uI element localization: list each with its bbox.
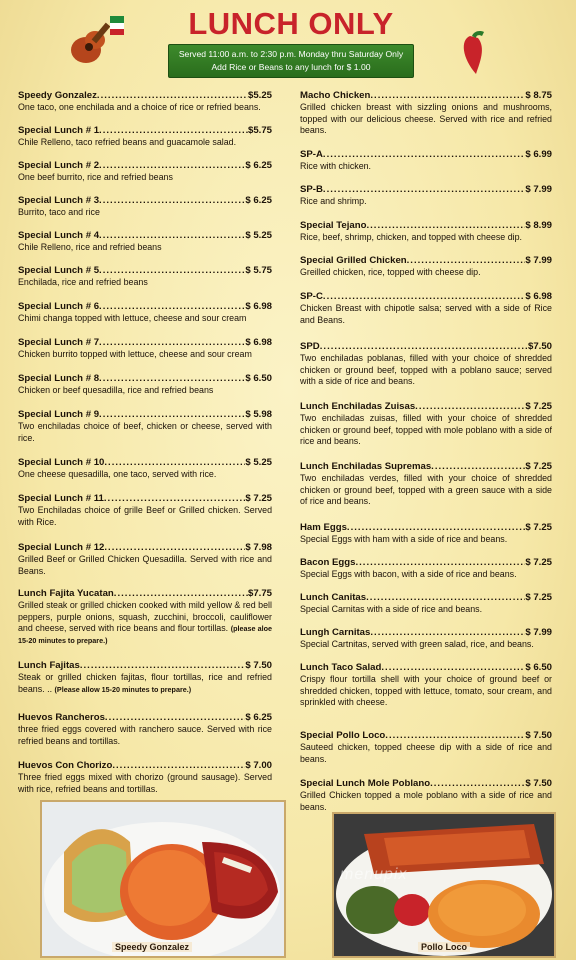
menu-item-description-text: three fried eggs covered with ranchero sauce. Served with rice refried beans and tortillas. <box>18 724 272 746</box>
menu-item-description-text: Grilled steak or grilled chicken cooked with mild yellow & red bell peppers, purple onions, squash, zucchini, broccoli, cauliflower and cheese, served with rice beans and flour tortillas. <box>18 600 272 633</box>
menu-item-price: $7.75 <box>247 588 272 599</box>
menu-item <box>18 588 272 646</box>
menu-item-description-text: Steak or grilled chicken fajitas, flour tortillas, rice and refried beans. .. <box>18 672 272 694</box>
menu-item-price: $ 5.25 <box>245 457 272 468</box>
menu-item-description <box>18 772 272 795</box>
menu-item-price: $ 6.25 <box>245 712 272 723</box>
menu-item-name: Special Pollo Loco <box>300 730 386 741</box>
menu-item-description <box>300 534 552 546</box>
menu-item-description <box>18 421 272 444</box>
menu-item-note: (Please allow 15-20 minutes to prepare.) <box>54 684 192 694</box>
menu-item-price: $ 6.50 <box>245 373 272 384</box>
menu-item-description-text: Rice, beef, shrimp, chicken, and topped with cheese dip. <box>300 232 523 242</box>
dot-leader <box>430 778 525 790</box>
menu-item-description-text: Two Enchiladas choice of grille Beef or Grilled chicken. Served with Rice. <box>18 505 272 527</box>
dot-leader <box>385 730 525 742</box>
menu-item-description-text: Rice with chicken. <box>300 161 372 171</box>
menu-item-name: Lunch Taco Salad <box>300 662 382 673</box>
menu-item-description <box>18 172 272 184</box>
menu-item-price: $ 8.75 <box>525 90 552 101</box>
menu-item-description-text: Two enchiladas verdes, filled with your choice of shredded chicken or ground beef, topped with a green sauce with a side of rice and beans. <box>300 473 552 506</box>
menu-item <box>300 184 552 208</box>
menu-item <box>300 627 552 651</box>
banner-hours-text: Served 11:00 a.m. to 2:30 p.m. Monday thru Saturday Only <box>178 49 404 59</box>
menu-item-description-text: Special Eggs with ham with a side of rice and beans. <box>300 534 508 544</box>
menu-item-price: $ 7.99 <box>525 627 552 638</box>
menu-item <box>300 291 552 326</box>
menu-item-description <box>18 242 272 254</box>
menu-item-price: $ 6.98 <box>525 291 552 302</box>
menu-item-price: $ 7.25 <box>525 592 552 603</box>
dot-leader <box>104 542 245 554</box>
dot-leader <box>99 265 245 277</box>
menu-item <box>18 195 272 219</box>
menu-item <box>18 760 272 795</box>
menu-item-description-text: Greilled chicken, rice, topped with cheese dip. <box>300 267 481 277</box>
menu-item <box>18 160 272 184</box>
menu-item-name: Lunch Enchiladas Supremas <box>300 461 432 472</box>
photo-caption: Pollo Loco <box>418 942 470 952</box>
menu-item-description-text: Special Cartnitas, served with green salad, rice, and beans. <box>300 639 534 649</box>
menu-item <box>18 90 272 114</box>
menu-item-description <box>300 604 552 616</box>
menu-item-name: SP-C <box>300 291 323 302</box>
dot-leader <box>99 409 245 421</box>
dot-leader <box>99 195 245 207</box>
dot-leader <box>370 90 525 102</box>
menu-item-name: Special Lunch # 1 <box>18 125 100 136</box>
menu-item-title <box>300 220 552 232</box>
dot-leader <box>415 401 525 413</box>
menu-item-description-text: One cheese quesadilla, one taco, served with rice. <box>18 469 217 479</box>
menu-item-title <box>300 778 552 790</box>
menu-item-description <box>18 102 272 114</box>
menu-item-name: Ham Eggs <box>300 522 347 533</box>
menu-item-title <box>18 90 272 102</box>
menu-item-description <box>18 207 272 219</box>
menu-item <box>300 592 552 616</box>
menu-header <box>0 0 576 88</box>
menu-item-description <box>300 161 552 173</box>
menu-item-name: Special Lunch # 4 <box>18 230 100 241</box>
menu-item-price: $ 7.98 <box>245 542 272 553</box>
hours-banner <box>168 44 414 78</box>
menu-item <box>18 712 272 747</box>
menu-item-price: $ 7.50 <box>525 730 552 741</box>
menu-item <box>300 662 552 709</box>
menu-item-description <box>300 413 552 448</box>
menu-item-title <box>18 712 272 724</box>
menu-item-title <box>18 160 272 172</box>
menu-item-description <box>18 600 272 646</box>
menu-item <box>300 90 552 137</box>
dot-leader <box>105 712 245 724</box>
dot-leader <box>323 184 525 196</box>
dot-leader <box>99 337 245 349</box>
menu-item-name: Special Tejano <box>300 220 367 231</box>
menu-item-title <box>300 184 552 196</box>
menu-item-name: Special Lunch # 12 <box>18 542 105 553</box>
menu-item-price: $7.50 <box>527 341 552 352</box>
menu-item-name: Special Lunch # 3 <box>18 195 100 206</box>
dot-leader <box>104 493 245 505</box>
menu-item-price: $ 6.25 <box>245 160 272 171</box>
menu-item-title <box>18 760 272 772</box>
menu-item-description <box>300 790 552 813</box>
menu-item-description-text: Chile Relleno, rice and refried beans <box>18 242 162 252</box>
menu-item-title <box>300 341 552 353</box>
menu-item <box>18 337 272 361</box>
menu-item-description-text: Chimi changa topped with lettuce, cheese and sour cream <box>18 313 247 323</box>
menu-item-description <box>300 232 552 244</box>
menu-item-description <box>300 267 552 279</box>
menu-item-description <box>18 469 272 481</box>
menu-item-name: SP-A <box>300 149 323 160</box>
dot-leader <box>112 760 245 772</box>
menu-item-name: Huevos Rancheros <box>18 712 105 723</box>
menu-item-name: Macho Chicken <box>300 90 371 101</box>
menu-item-name: Special Lunch # 2 <box>18 160 100 171</box>
chili-pepper-icon <box>456 28 492 76</box>
menu-item-price: $ 7.25 <box>525 557 552 568</box>
menu-item-title <box>300 291 552 303</box>
menu-item <box>300 149 552 173</box>
dot-leader <box>323 291 525 303</box>
menu-item-description-text: Chicken burrito topped with lettuce, cheese and sour cream <box>18 349 252 359</box>
menu-item-title <box>300 401 552 413</box>
menu-item-description-text: Grilled chicken breast with sizzling onions and mushrooms, topped with our delicious cheese. Served with rice and refried beans. <box>300 102 552 135</box>
menu-item-description-text: Three fried eggs mixed with chorizo (ground sausage). Served with rice, refried beans and tortillas. <box>18 772 272 794</box>
menu-item-description <box>300 742 552 765</box>
menu-item-title <box>300 522 552 534</box>
menu-item-title <box>300 461 552 473</box>
menu-item-price: $ 7.25 <box>245 493 272 504</box>
menu-item-price: $5.75 <box>247 125 272 136</box>
menu-item-description-text: Chile Relleno, taco refried beans and guacamole salad. <box>18 137 237 147</box>
dot-leader <box>99 373 245 385</box>
menu-item <box>300 220 552 244</box>
menu-item-description-text: Chicken or beef quesadilla, rice and refried beans <box>18 385 214 395</box>
menu-item-title <box>300 730 552 742</box>
menu-item-description <box>300 353 552 388</box>
menu-item-description-text: Special Eggs with bacon, with a side of rice and beans. <box>300 569 517 579</box>
menu-item <box>18 409 272 444</box>
dot-leader <box>99 301 245 313</box>
menu-item <box>300 341 552 388</box>
menu-item <box>18 542 272 577</box>
menu-item-title <box>300 557 552 569</box>
menu-item-title <box>300 255 552 267</box>
menu-item-price: $ 7.25 <box>525 401 552 412</box>
menu-item <box>18 125 272 149</box>
menu-item <box>18 373 272 397</box>
dot-leader <box>320 341 528 353</box>
menu-item-price: $ 6.98 <box>245 337 272 348</box>
menu-item-description-text: Sauteed chicken, topped cheese dip with a side of rice and beans. <box>300 742 552 764</box>
menu-item <box>300 778 552 813</box>
menu-item-description-text: Two enchiladas zuisas, filled with your choice of shredded chicken or ground beef, topped with mole poblano with a side of rice and beans. <box>300 413 552 446</box>
menu-item-price: $ 7.99 <box>525 184 552 195</box>
menu-item <box>300 255 552 279</box>
menu-item-description-text: One beef burrito, rice and refried beans <box>18 172 173 182</box>
menu-item <box>300 401 552 448</box>
dot-leader <box>431 461 525 473</box>
menu-item-description <box>300 196 552 208</box>
menu-item <box>300 557 552 581</box>
dot-leader <box>99 125 248 137</box>
dot-leader <box>355 557 525 569</box>
menu-item-name: Lunch Fajitas <box>18 660 80 671</box>
menu-item-name: SPD <box>300 341 320 352</box>
speedy-gonzalez-photo <box>40 800 286 958</box>
menu-item-description-text: Two enchiladas choice of beef, chicken or cheese, served with rice. <box>18 421 272 443</box>
menu-item-price: $ 5.25 <box>245 230 272 241</box>
banner-addon-text: Add Rice or Beans to any lunch for $ 1.00 <box>211 62 371 72</box>
menu-item-description <box>18 137 272 149</box>
menu-item-description <box>18 277 272 289</box>
menu-item-description-text: Chicken Breast with chipotle salsa; served with a side of Rice and Beans. <box>300 303 552 325</box>
menu-item-title <box>18 660 272 672</box>
menu-item-description <box>18 313 272 325</box>
menu-item-description-text: One taco, one enchilada and a choice of rice or refried beans. <box>18 102 261 112</box>
menu-item-price: $ 7.50 <box>525 778 552 789</box>
dot-leader <box>114 588 248 600</box>
menu-item-title <box>300 627 552 639</box>
menu-item-title <box>300 592 552 604</box>
menu-item <box>18 660 272 695</box>
menu-item-description-text: Rice and shrimp. <box>300 196 367 206</box>
menu-item-description <box>18 505 272 528</box>
menu-item-name: Special Lunch # 5 <box>18 265 100 276</box>
menu-item-title <box>18 542 272 554</box>
menu-item-name: Special Lunch # 8 <box>18 373 100 384</box>
menu-item <box>300 730 552 765</box>
menu-item-price: $ 6.99 <box>525 149 552 160</box>
menu-item-title <box>18 373 272 385</box>
menu-item-description-text: Two enchiladas poblanas, filled with your choice of shredded chicken or ground beef, topped with a poblano sauce; served with a side of rice and beans. <box>300 353 552 386</box>
guitar-icon <box>64 10 132 68</box>
menu-item-title <box>18 195 272 207</box>
dot-leader <box>366 220 525 232</box>
menu-item-name: Lunch Enchiladas Zuisas <box>300 401 416 412</box>
menu-item <box>18 301 272 325</box>
menu-item-title <box>18 588 272 600</box>
menu-item-description <box>18 385 272 397</box>
menu-item-name: Speedy Gonzalez <box>18 90 97 101</box>
menu-item-description-text: Grilled Chicken topped a mole poblano with a side of rice and beans. <box>300 790 552 812</box>
dot-leader <box>99 230 245 242</box>
dot-leader <box>370 627 525 639</box>
menu-item-price: $ 5.98 <box>245 409 272 420</box>
menu-item-name: Special Lunch # 11 <box>18 493 104 504</box>
menu-item-description <box>18 724 272 747</box>
menu-item-name: Special Lunch # 9 <box>18 409 100 420</box>
photo-caption: Speedy Gonzalez <box>112 942 192 952</box>
menu-item-title <box>300 662 552 674</box>
menu-item-description-text: Crispy flour tortilla shell with your choice of ground beef or shredded chicken, topped with lettuce, tomato, sour cream, and sprinkled with cheese. <box>300 674 552 707</box>
menu-item-note: (please aloe 15-20 minutes to prepare.) <box>18 624 273 645</box>
menu-item-price: $ 6.25 <box>245 195 272 206</box>
dot-leader <box>104 457 245 469</box>
menu-item-title <box>18 457 272 469</box>
menu-item-name: Special Grilled Chicken <box>300 255 407 266</box>
menu-item-title <box>18 409 272 421</box>
menu-item-name: Special Lunch # 7 <box>18 337 100 348</box>
menu-item-price: $ 8.99 <box>525 220 552 231</box>
dot-leader <box>347 522 525 534</box>
menu-item-title <box>18 265 272 277</box>
menu-item <box>300 522 552 546</box>
menu-item-description-text: Enchilada, rice and refried beans <box>18 277 148 287</box>
menu-item <box>18 493 272 528</box>
menu-item-description <box>18 672 272 695</box>
menu-item-description-text: Grilled Beef or Grilled Chicken Quesadilla. Served with rice and Beans. <box>18 554 272 576</box>
page-title: LUNCH ONLY <box>188 6 394 41</box>
menu-item-description <box>18 554 272 577</box>
menu-item <box>18 230 272 254</box>
menu-item-price: $ 6.50 <box>525 662 552 673</box>
menu-item-description <box>300 102 552 137</box>
menu-item-description <box>18 349 272 361</box>
dot-leader <box>366 592 525 604</box>
menu-item-price: $ 5.75 <box>245 265 272 276</box>
menu-item-name: Special Lunch # 6 <box>18 301 100 312</box>
pollo-loco-photo <box>332 812 556 958</box>
menu-item-title <box>300 90 552 102</box>
menu-item-name: Huevos Con Chorizo <box>18 760 113 771</box>
menu-item-price: $ 7.25 <box>525 461 552 472</box>
menu-item-name: Special Lunch # 10 <box>18 457 105 468</box>
menu-item-price: $ 7.50 <box>245 660 272 671</box>
menu-item-description <box>300 473 552 508</box>
menu-item-title <box>18 230 272 242</box>
menu-item-name: Lunch Fajita Yucatan <box>18 588 114 599</box>
menu-item-description <box>300 674 552 709</box>
menu-item-name: Lungh Carnitas <box>300 627 371 638</box>
dot-leader <box>99 160 245 172</box>
dot-leader <box>381 662 525 674</box>
dot-leader <box>323 149 525 161</box>
menu-item-title <box>18 301 272 313</box>
menu-item-description-text: Special Carnitas with a side of rice and beans. <box>300 604 483 614</box>
dot-leader <box>80 660 245 672</box>
menu-item-title <box>18 125 272 137</box>
menu-item-name: Special Lunch Mole Poblano <box>300 778 431 789</box>
menu-item-price: $ 7.00 <box>245 760 272 771</box>
menu-item-name: Lunch Canitas <box>300 592 367 603</box>
dot-leader <box>97 90 248 102</box>
menu-item-title <box>300 149 552 161</box>
menu-item-price: $ 6.98 <box>245 301 272 312</box>
menu-item-name: Bacon Eggs <box>300 557 356 568</box>
menu-item-description-text: Burrito, taco and rice <box>18 207 100 217</box>
menu-item-title <box>18 493 272 505</box>
menu-item-description <box>300 569 552 581</box>
menu-item <box>18 457 272 481</box>
menu-item-description <box>300 639 552 651</box>
watermark-text: menupix <box>340 866 408 883</box>
menu-item <box>300 461 552 508</box>
menu-item-title <box>18 337 272 349</box>
dot-leader <box>407 255 526 267</box>
menu-item-name: SP-B <box>300 184 323 195</box>
menu-item-price: $5.25 <box>247 90 272 101</box>
menu-item-description <box>300 303 552 326</box>
menu-item-price: $ 7.25 <box>525 522 552 533</box>
menu-item-price: $ 7.99 <box>525 255 552 266</box>
menu-item <box>18 265 272 289</box>
